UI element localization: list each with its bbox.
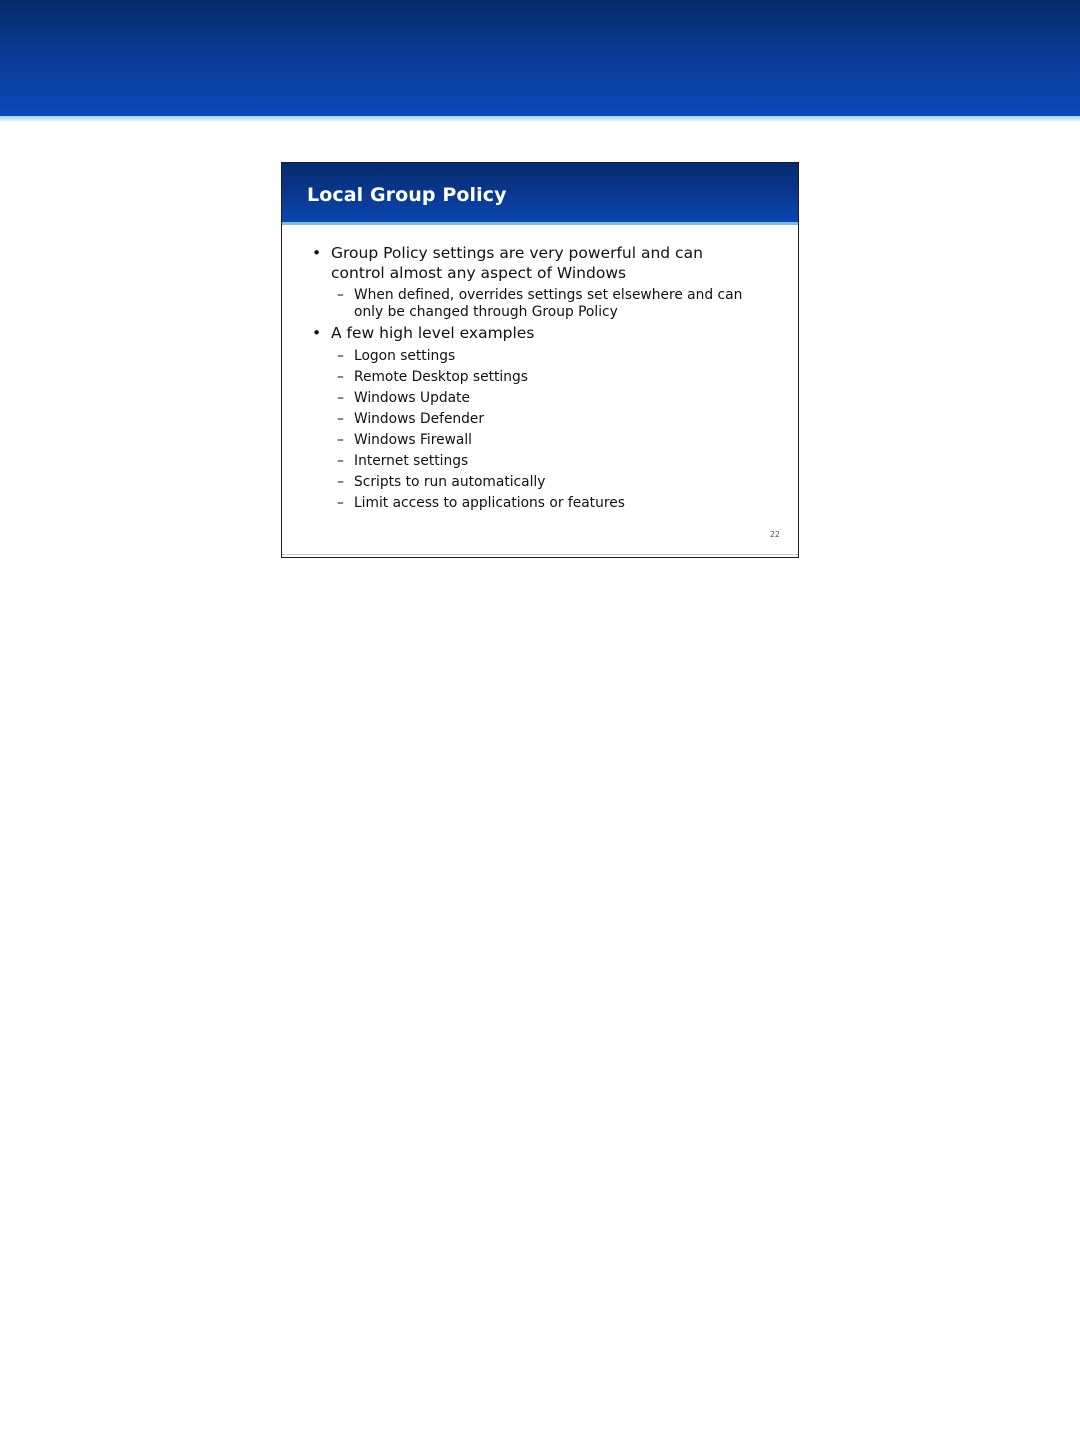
sub-bullet-marker: – <box>337 347 344 364</box>
sub-bullet-text: Limit access to applications or features <box>354 494 625 511</box>
sub-bullet-marker: – <box>337 410 344 427</box>
sub-bullet-item <box>282 287 798 321</box>
sub-bullet-text: Scripts to run automatically <box>354 473 546 490</box>
bullet-marker: • <box>312 324 322 342</box>
sub-bullet-marker: – <box>337 368 344 385</box>
sub-bullet-item <box>282 453 798 470</box>
bullet-text: A few high level examples <box>331 324 535 342</box>
slide-number: 22 <box>769 530 780 539</box>
sub-bullet-item <box>282 474 798 491</box>
sub-bullet-text: Logon settings <box>354 347 456 364</box>
bullet-marker: • <box>312 244 322 262</box>
bullet-item <box>282 324 798 344</box>
page-header-rule <box>0 116 1080 121</box>
slide-title-bar <box>282 163 798 222</box>
sub-bullet-item <box>282 348 798 365</box>
slide-bottom-rule <box>282 554 798 555</box>
sub-bullet-marker: – <box>337 452 344 469</box>
sub-bullet-item <box>282 369 798 386</box>
sub-bullet-marker: – <box>337 431 344 448</box>
sub-bullet-marker: – <box>337 494 344 511</box>
page-header-banner <box>0 0 1080 116</box>
slide-thumbnail <box>281 162 799 558</box>
sub-bullet-text: Windows Update <box>354 389 470 406</box>
bullet-text: Group Policy settings are very powerful and can control almost any aspect of Windows <box>331 244 703 282</box>
sub-bullet-item <box>282 495 798 512</box>
slide-title-rule <box>282 222 798 225</box>
sub-bullet-text: Windows Firewall <box>354 431 473 448</box>
slide-content <box>282 243 798 512</box>
sub-bullet-text: Windows Defender <box>354 410 485 427</box>
sub-bullet-marker: – <box>337 287 344 303</box>
sub-bullet-item <box>282 432 798 449</box>
sub-bullet-marker: – <box>337 473 344 490</box>
slide-title: Local Group Policy <box>307 184 507 206</box>
sub-bullet-text: Remote Desktop settings <box>354 368 528 385</box>
sub-bullet-item <box>282 411 798 428</box>
sub-bullet-marker: – <box>337 389 344 406</box>
bullet-item <box>282 244 798 283</box>
sub-bullet-item <box>282 390 798 407</box>
sub-bullet-text: Internet settings <box>354 452 469 469</box>
sub-bullet-text: When defined, overrides settings set elsewhere and can only be changed through Group Policy <box>354 287 743 320</box>
